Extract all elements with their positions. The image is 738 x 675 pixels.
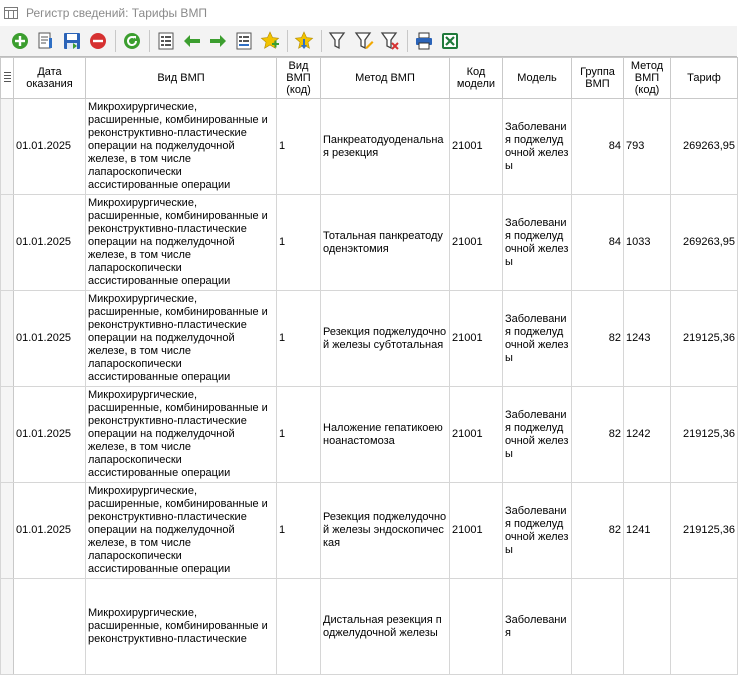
cell-model-code[interactable]: 21001 bbox=[450, 99, 503, 195]
window-titlebar bbox=[0, 0, 737, 26]
cell-vid[interactable]: Микрохирургические, расширенные, комбинированные и реконструктивно-пластические операции на поджелудочной железе, в том числе лапароскопически ассистированные операции bbox=[86, 195, 277, 291]
register-icon bbox=[4, 7, 18, 19]
cell-vid-code[interactable]: 1 bbox=[277, 387, 321, 483]
funnel-icon bbox=[328, 31, 348, 51]
printer-icon bbox=[414, 31, 434, 51]
list-button[interactable] bbox=[156, 31, 176, 51]
column-header-vid[interactable]: Вид ВМП bbox=[86, 58, 277, 99]
save-icon bbox=[63, 32, 81, 50]
column-header-vid-code[interactable]: Вид ВМП (код) bbox=[277, 58, 321, 99]
funnel-edit-icon bbox=[354, 31, 374, 51]
row-indicator[interactable] bbox=[1, 483, 14, 579]
arrow-left-icon bbox=[183, 32, 201, 50]
cell-vid[interactable]: Микрохирургические, расширенные, комбинированные и реконструктивно-пластические операции на поджелудочной железе, в том числе лапароскопически ассистированные операции bbox=[86, 99, 277, 195]
filter-settings-button[interactable] bbox=[354, 31, 374, 51]
cell-date[interactable]: 01.01.2025 bbox=[14, 483, 86, 579]
add-button[interactable] bbox=[10, 31, 30, 51]
data-grid bbox=[0, 56, 737, 645]
cell-method-code[interactable]: 1242 bbox=[624, 387, 671, 483]
cell-model-code[interactable]: 21001 bbox=[450, 195, 503, 291]
delete-button[interactable] bbox=[88, 31, 108, 51]
row-indicator[interactable] bbox=[1, 579, 14, 675]
list-settings-icon bbox=[235, 32, 253, 50]
cell-tariff[interactable]: 269263,95 bbox=[671, 99, 738, 195]
cell-method-code[interactable]: 793 bbox=[624, 99, 671, 195]
toolbar-separator bbox=[149, 30, 150, 52]
row-indicator-header[interactable] bbox=[1, 58, 14, 99]
cell-model-code[interactable]: 21001 bbox=[450, 387, 503, 483]
table-row[interactable] bbox=[1, 387, 738, 483]
cell-vid[interactable]: Микрохирургические, расширенные, комбинированные и реконструктивно-пластические операции на поджелудочной железе, в том числе лапароскопически ассистированные операции bbox=[86, 387, 277, 483]
cell-date[interactable]: 01.01.2025 bbox=[14, 99, 86, 195]
edit-document-icon bbox=[37, 32, 55, 50]
cell-tariff[interactable]: 269263,95 bbox=[671, 195, 738, 291]
cell-group[interactable]: 82 bbox=[572, 387, 624, 483]
grid-body bbox=[1, 99, 738, 675]
excel-icon bbox=[440, 31, 460, 51]
cell-date[interactable]: 01.01.2025 bbox=[14, 291, 86, 387]
save-button[interactable] bbox=[62, 31, 82, 51]
cell-model[interactable]: Заболевания bbox=[503, 579, 572, 675]
toolbar-separator bbox=[321, 30, 322, 52]
print-button[interactable] bbox=[414, 31, 434, 51]
cell-model[interactable]: Заболевания поджелудочной железы bbox=[503, 291, 572, 387]
favorites-button[interactable] bbox=[294, 31, 314, 51]
cell-method[interactable]: Дистальная резекция поджелудочной железы bbox=[321, 579, 450, 675]
toolbar bbox=[0, 26, 737, 56]
cell-group[interactable]: 84 bbox=[572, 195, 624, 291]
cell-tariff[interactable]: 219125,36 bbox=[671, 387, 738, 483]
refresh-button[interactable] bbox=[122, 31, 142, 51]
cell-vid-code[interactable]: 1 bbox=[277, 483, 321, 579]
plus-circle-icon bbox=[11, 32, 29, 50]
cell-tariff[interactable]: 219125,36 bbox=[671, 291, 738, 387]
cell-method[interactable]: Резекция поджелудочной железы субтотальная bbox=[321, 291, 450, 387]
cell-model[interactable]: Заболевания поджелудочной железы bbox=[503, 387, 572, 483]
filter-button[interactable] bbox=[328, 31, 348, 51]
cell-model-code[interactable]: 21001 bbox=[450, 291, 503, 387]
cell-model[interactable]: Заболевания поджелудочной железы bbox=[503, 195, 572, 291]
minus-circle-icon bbox=[89, 32, 107, 50]
column-header-model-code[interactable]: Код модели bbox=[450, 58, 503, 99]
cell-vid[interactable]: Микрохирургические, расширенные, комбинированные и реконструктивно-пластические операции на поджелудочной железе, в том числе лапароскопически ассистированные операции bbox=[86, 291, 277, 387]
row-indicator[interactable] bbox=[1, 195, 14, 291]
toolbar-separator bbox=[407, 30, 408, 52]
cell-group[interactable] bbox=[572, 579, 624, 675]
column-header-method-code[interactable]: Метод ВМП (код) bbox=[624, 58, 671, 99]
cell-vid-code[interactable] bbox=[277, 579, 321, 675]
edit-button[interactable] bbox=[36, 31, 56, 51]
cell-method[interactable]: Резекция поджелудочной железы эндоскопическая bbox=[321, 483, 450, 579]
table-row[interactable] bbox=[1, 579, 738, 675]
table-row[interactable] bbox=[1, 195, 738, 291]
cell-model[interactable]: Заболевания поджелудочной железы bbox=[503, 99, 572, 195]
row-indicator[interactable] bbox=[1, 291, 14, 387]
table-row[interactable] bbox=[1, 291, 738, 387]
arrow-right-icon bbox=[209, 32, 227, 50]
window-title: Регистр сведений: Тарифы ВМП bbox=[26, 6, 208, 20]
toolbar-separator bbox=[287, 30, 288, 52]
cell-date[interactable]: 01.01.2025 bbox=[14, 195, 86, 291]
column-header-model[interactable]: Модель bbox=[503, 58, 572, 99]
list-settings-button[interactable] bbox=[234, 31, 254, 51]
cell-method-code[interactable]: 1033 bbox=[624, 195, 671, 291]
cell-model[interactable]: Заболевания поджелудочной железы bbox=[503, 483, 572, 579]
cell-vid-code[interactable]: 1 bbox=[277, 291, 321, 387]
cell-vid[interactable]: Микрохирургические, расширенные, комбинированные и реконструктивно-пластические операции на поджелудочной железе, в том числе лапароскопически ассистированные операции bbox=[86, 483, 277, 579]
star-plus-icon bbox=[260, 31, 280, 51]
excel-button[interactable] bbox=[440, 31, 460, 51]
cell-vid-code[interactable]: 1 bbox=[277, 99, 321, 195]
cell-method[interactable]: Панкреатодуоденальная резекция bbox=[321, 99, 450, 195]
back-button[interactable] bbox=[182, 31, 202, 51]
add-favorite-button[interactable] bbox=[260, 31, 280, 51]
row-indicator[interactable] bbox=[1, 99, 14, 195]
cell-date[interactable]: 01.01.2025 bbox=[14, 387, 86, 483]
cell-model-code[interactable]: 21001 bbox=[450, 483, 503, 579]
cell-date[interactable] bbox=[14, 579, 86, 675]
cell-group[interactable]: 84 bbox=[572, 99, 624, 195]
column-header-date[interactable]: Дата оказания bbox=[14, 58, 86, 99]
cell-method-code[interactable]: 1243 bbox=[624, 291, 671, 387]
list-icon bbox=[157, 32, 175, 50]
row-indicator[interactable] bbox=[1, 387, 14, 483]
cell-model-code[interactable] bbox=[450, 579, 503, 675]
cell-tariff[interactable] bbox=[671, 579, 738, 675]
cell-group[interactable]: 82 bbox=[572, 483, 624, 579]
star-down-icon bbox=[294, 31, 314, 51]
settings-list-icon bbox=[3, 71, 12, 82]
table-row[interactable] bbox=[1, 99, 738, 195]
cell-method[interactable]: Наложение гепатикоеюноанастомоза bbox=[321, 387, 450, 483]
cell-tariff[interactable]: 219125,36 bbox=[671, 483, 738, 579]
column-header-method[interactable]: Метод ВМП bbox=[321, 58, 450, 99]
column-header-group[interactable]: Группа ВМП bbox=[572, 58, 624, 99]
refresh-icon bbox=[123, 32, 141, 50]
cell-vid-code[interactable]: 1 bbox=[277, 195, 321, 291]
funnel-x-icon bbox=[380, 31, 400, 51]
tariffs-table bbox=[0, 57, 738, 675]
cell-method-code[interactable] bbox=[624, 579, 671, 675]
cell-group[interactable]: 82 bbox=[572, 291, 624, 387]
cell-method[interactable]: Тотальная панкреатодуоденэктомия bbox=[321, 195, 450, 291]
header-row bbox=[1, 58, 738, 99]
forward-button[interactable] bbox=[208, 31, 228, 51]
table-row[interactable] bbox=[1, 483, 738, 579]
column-header-tariff[interactable]: Тариф bbox=[671, 58, 738, 99]
cell-vid[interactable]: Микрохирургические, расширенные, комбинированные и реконструктивно-пластические bbox=[86, 579, 277, 675]
toolbar-separator bbox=[115, 30, 116, 52]
cell-method-code[interactable]: 1241 bbox=[624, 483, 671, 579]
clear-filter-button[interactable] bbox=[380, 31, 400, 51]
